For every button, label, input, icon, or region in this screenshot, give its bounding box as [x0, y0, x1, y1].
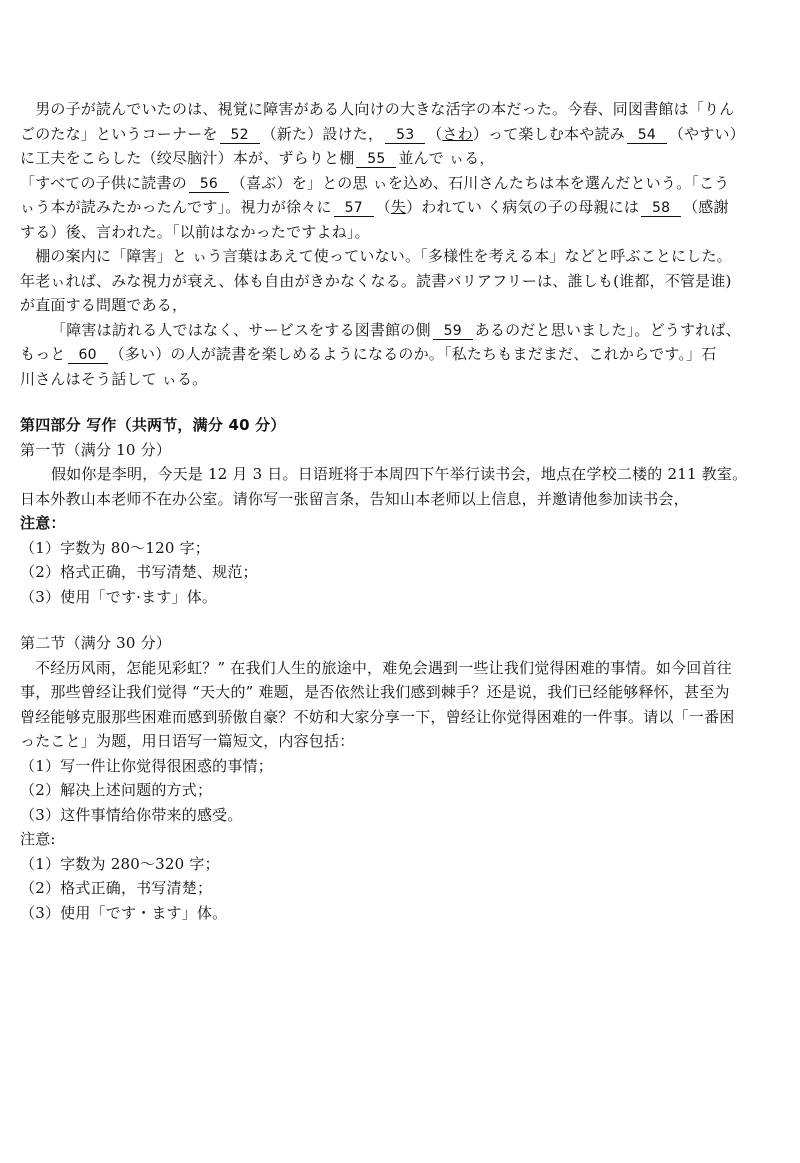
task-text: 事，那些曾经让我们觉得 “天大的” 难题，是否依然让我们感到棘手？还是说，我们已经能够释怀，甚至为 — [20, 683, 730, 701]
text: ）って楽しむ本や読み — [472, 124, 625, 143]
text: 「障害は訪れる人ではなく、サービスをする図書館の側 — [51, 320, 431, 339]
text: （新た）設けた， — [261, 124, 384, 143]
task-text: 不经历风雨，怎能见彩虹？” 在我们人生的旅途中，难免会遇到一些让我们觉得困难的事情。如今回首往 — [35, 658, 732, 677]
passage-line: 年老ぃれば、みな視力が衰え、体も自由がきかなくなる。読書バリアフリーは、誰しも(谁都，不管是谁) — [20, 271, 732, 290]
blank-57[interactable]: 57 — [334, 200, 374, 217]
passage-line: が直面する問題である， — [20, 296, 188, 314]
blank-52[interactable]: 52 — [220, 127, 260, 144]
content-item: （3）这件事情给你带来的感受。 — [20, 805, 243, 824]
task-text: 日本外教山本老师不在办公室。请你写一张留言条，告知山本老师以上信息，并邀请他参加读书会， — [20, 489, 689, 508]
text: 並んで ぃる， — [398, 149, 495, 167]
passage-line — [20, 342, 780, 367]
text: もっと — [20, 345, 66, 363]
content-item: （2）解决上述问题的方式； — [20, 781, 213, 799]
text: （感謝 — [683, 198, 729, 216]
task-text: 假如你是李明，今天是 12 月 3 日。日语班将于本周四下午举行读书会，地点在学校二楼的 211 教室。 — [51, 465, 748, 483]
passage-line: 棚の案内に「障害」と ぃう言葉はあえて使っていない。「多様性を考える本」などと呼ぶことにした。 — [20, 247, 732, 265]
blank-53[interactable]: 53 — [385, 127, 425, 144]
passage-line: する）後、言われた。「以前はなかったですよね」。 — [20, 222, 370, 241]
reading-passage — [20, 97, 780, 391]
note-item: （3）使用「です·ます」体。 — [20, 587, 218, 606]
text: ごのたな」というコーナーを — [20, 124, 218, 143]
blank-54[interactable]: 54 — [627, 127, 667, 144]
passage-line: 男の子が読んでいたのは、視覚に障害がある人向けの大きな活字の本だった。今春、同図書館は「りん — [20, 100, 735, 118]
passage-line — [20, 195, 780, 220]
passage-line — [20, 122, 780, 147]
document-page — [20, 97, 780, 925]
section-title: 第四部分 写作（共两节，满分 40 分） — [20, 416, 286, 434]
text: （ — [427, 124, 443, 143]
text: （喜ぶ）を」との思 ぃを込め、石川さんたちは本を選んだという。「こう — [230, 173, 730, 192]
content-item: （1）写一件让你觉得很困惑的事情； — [20, 756, 273, 775]
text: （やすい） — [668, 124, 745, 143]
blank-56[interactable]: 56 — [189, 176, 229, 193]
note-item: （1）字数为 80～120 字； — [20, 538, 210, 557]
text: 「すべての子供に読書の — [20, 173, 187, 192]
passage-line — [20, 318, 780, 343]
note-item: （1）字数为 280～320 字； — [20, 854, 220, 873]
subsection-title-2: 第二节（满分 30 分） — [20, 634, 172, 652]
subsection-title-1: 第一节（满分 10 分） — [20, 440, 172, 459]
underlined-text: さわ — [442, 124, 473, 143]
blank-58[interactable]: 58 — [641, 200, 681, 217]
text: あるのだと思いました」。どうすれば、 — [474, 320, 741, 339]
passage-line — [20, 146, 780, 171]
text: （ — [375, 198, 391, 216]
note-label: 注意： — [20, 514, 66, 532]
task-text: 曾经能够克服那些困难而感到骄傲自豪？不妨和大家分享一下，曾经让你觉得困难的一件事。请以「一番困 — [20, 707, 735, 726]
blank-60[interactable]: 60 — [68, 347, 108, 364]
note-item: （2）格式正确，书写清楚； — [20, 879, 213, 897]
underlined-text: 失 — [390, 198, 407, 216]
task-text: ったこと」为题，用日语写一篇短文，内容包括： — [20, 732, 355, 750]
blank-59[interactable]: 59 — [433, 323, 473, 340]
note-item: （2）格式正确，书写清楚、规范； — [20, 563, 258, 581]
text: （多い）の人が読書を楽しめるようになるのか。「私たちもまだまだ、これからです。」石 — [109, 345, 717, 363]
blank-55[interactable]: 55 — [356, 151, 396, 168]
text: ぃう本が読みたかったんです」。視力が徐々に — [20, 198, 332, 216]
passage-line — [20, 171, 780, 196]
note-item: （3）使用「です・ます」体。 — [20, 903, 228, 922]
passage-line: 川さんはそう話して ぃる。 — [20, 369, 208, 388]
text: ）われてい く病気の子の母親には — [406, 198, 640, 216]
text: に工夫をこらした（绞尽脑汁）本が、ずらりと棚 — [20, 149, 355, 167]
writing-section — [20, 413, 780, 925]
note-label: 注意: — [20, 830, 56, 848]
